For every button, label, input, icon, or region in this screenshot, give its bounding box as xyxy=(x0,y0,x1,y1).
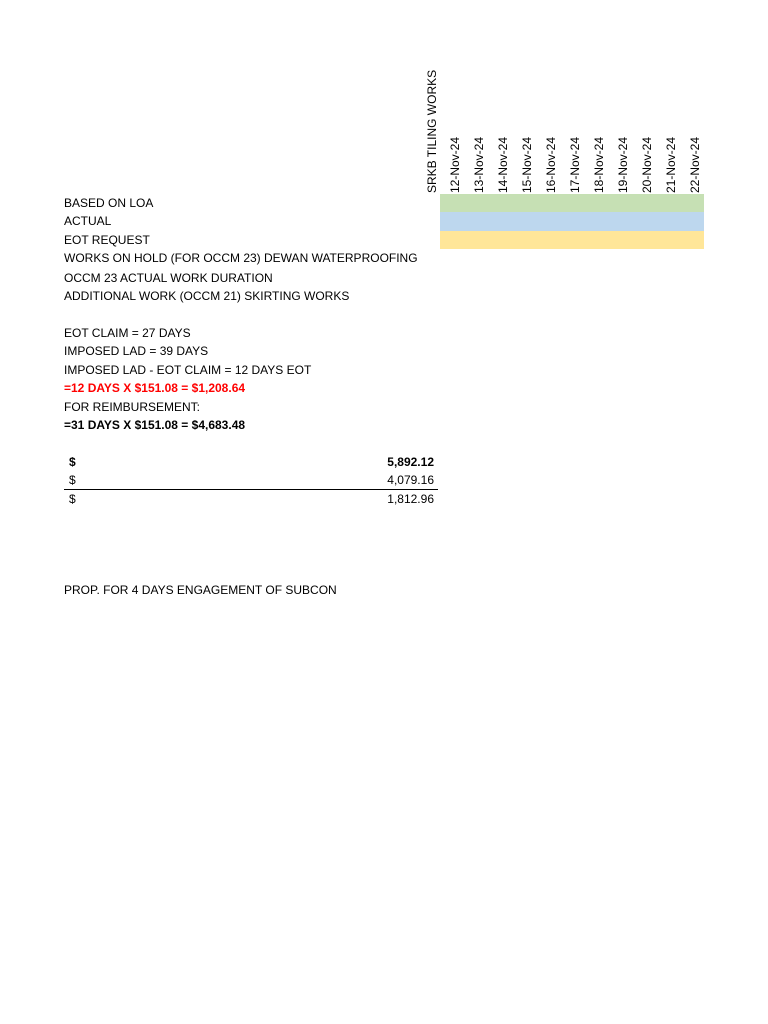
imposed-lad-note: IMPOSED LAD = 39 DAYS xyxy=(64,344,209,358)
legend-occm23-duration: OCCM 23 ACTUAL WORK DURATION xyxy=(64,271,273,285)
date-header: 15-Nov-24 xyxy=(520,136,534,193)
date-header: 19-Nov-24 xyxy=(616,136,630,193)
legend-based-on-loa: BASED ON LOA xyxy=(64,196,154,210)
date-header: 13-Nov-24 xyxy=(472,136,486,193)
legend-actual: ACTUAL xyxy=(64,214,112,228)
eot-claim-note: EOT CLAIM = 27 DAYS xyxy=(64,326,191,340)
legend-eot-request: EOT REQUEST xyxy=(64,233,150,247)
date-header: 18-Nov-24 xyxy=(592,136,606,193)
eot-band xyxy=(440,231,704,249)
date-header: 20-Nov-24 xyxy=(640,136,654,193)
loa-band xyxy=(440,194,704,212)
amount-row xyxy=(64,454,436,470)
reimbursement-calculation: =31 DAYS X $151.08 = $4,683.48 xyxy=(64,418,246,432)
amount-value: 4,079.16 xyxy=(387,473,434,487)
date-header: 21-Nov-24 xyxy=(664,136,678,193)
subtotal-rule xyxy=(64,489,438,490)
actual-band xyxy=(440,212,704,231)
legend-works-on-hold: WORKS ON HOLD (FOR OCCM 23) DEWAN WATERPROOFING xyxy=(64,251,418,265)
red-calculation: =12 DAYS X $151.08 = $1,208.64 xyxy=(64,381,246,395)
amount-row xyxy=(64,491,436,507)
amount-value: 5,892.12 xyxy=(387,455,434,469)
subcon-proposal-note: PROP. FOR 4 DAYS ENGAGEMENT OF SUBCON xyxy=(64,583,337,597)
legend-additional-work: ADDITIONAL WORK (OCCM 21) SKIRTING WORKS xyxy=(64,289,350,303)
currency-symbol: $ xyxy=(69,455,76,469)
currency-symbol: $ xyxy=(69,492,76,506)
date-header: 16-Nov-24 xyxy=(544,136,558,193)
activity-header: SRKB TILING WORKS xyxy=(425,69,439,193)
amount-value: 1,812.96 xyxy=(387,492,434,506)
difference-note: IMPOSED LAD - EOT CLAIM = 12 DAYS EOT xyxy=(64,363,312,377)
date-header: 22-Nov-24 xyxy=(688,136,702,193)
currency-symbol: $ xyxy=(69,473,76,487)
date-header: 12-Nov-24 xyxy=(448,136,462,193)
reimbursement-label: FOR REIMBURSEMENT: xyxy=(64,400,201,414)
amount-row xyxy=(64,472,436,488)
date-header: 17-Nov-24 xyxy=(568,136,582,193)
date-header: 14-Nov-24 xyxy=(496,136,510,193)
